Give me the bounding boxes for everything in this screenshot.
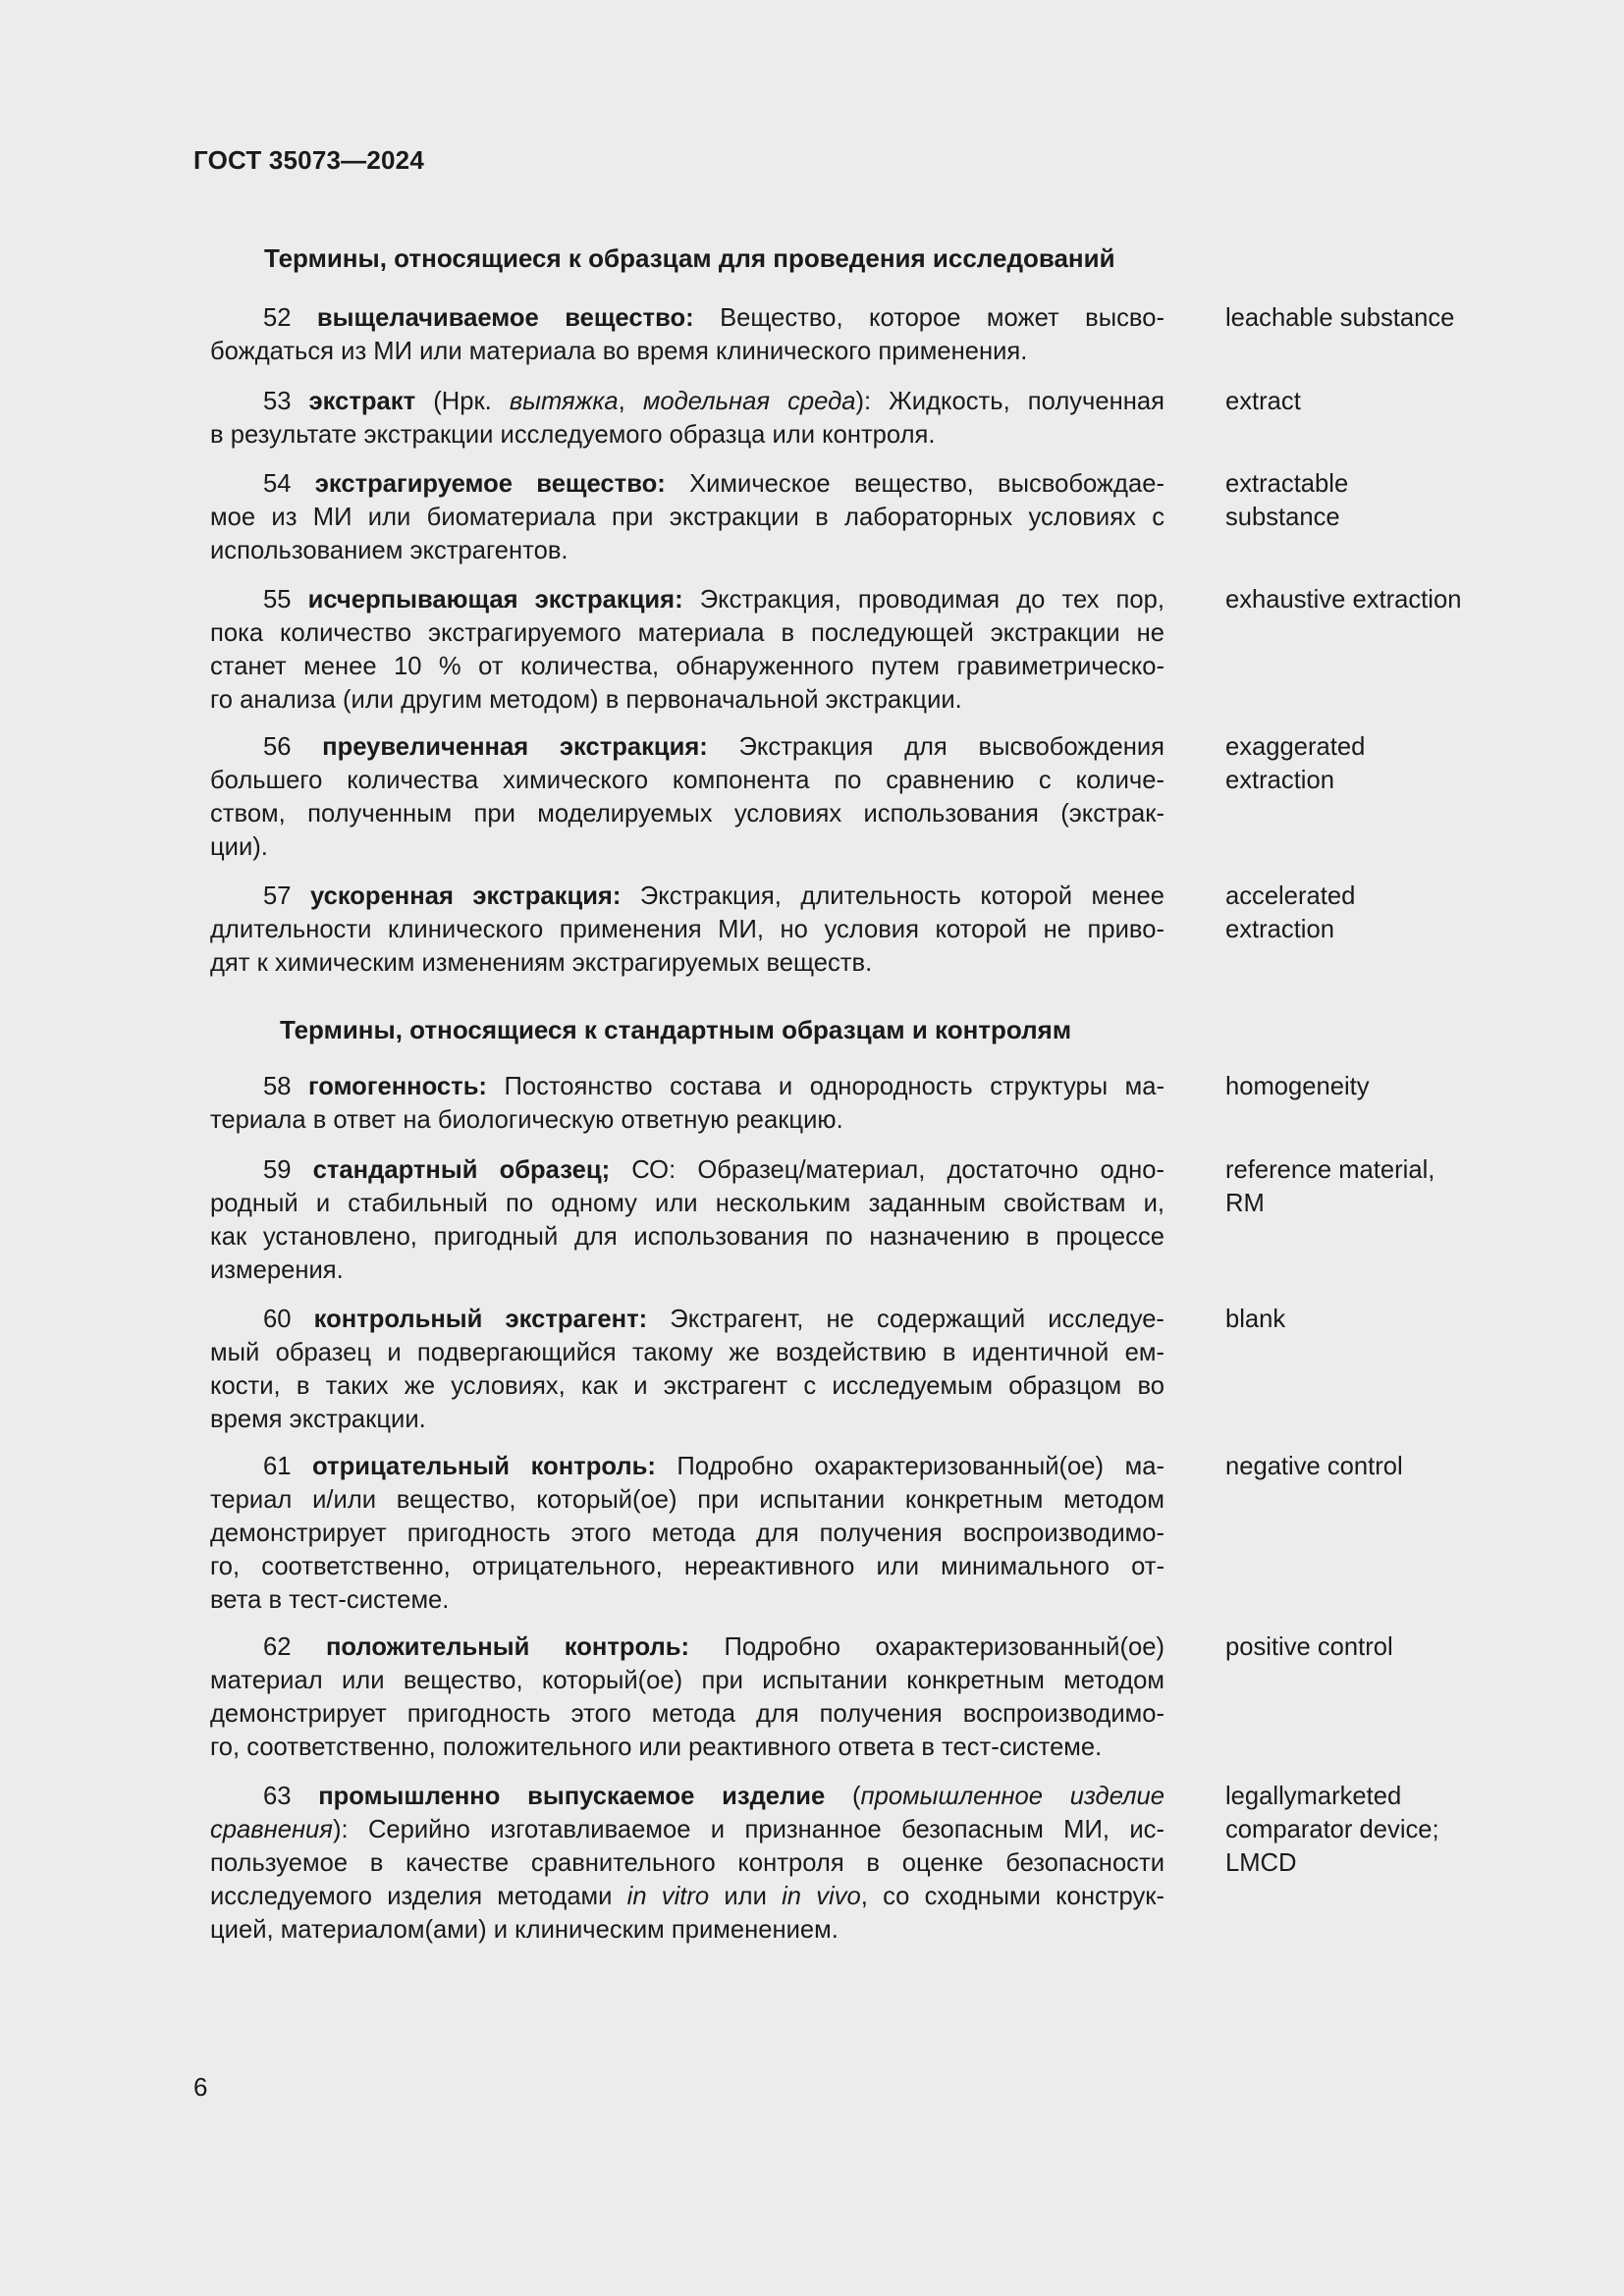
term-definition-line: кости, в таких же условиях, как и экстрагент с исследуемым образцом во [210, 1372, 1164, 1400]
term-definition-line: сравнения): Серийно изготавливаемое и признанное безопасным МИ, ис- [210, 1816, 1164, 1843]
term-definition-line: 53 экстракт (Нрк. вытяжка, модельная среда): Жидкость, полученная [263, 388, 1164, 415]
term-english-line: extractable [1225, 470, 1349, 498]
term-english-line: legallymarketed [1225, 1783, 1402, 1810]
term-definition-line: демонстрирует пригодность этого метода для получения воспроизводимо- [210, 1700, 1164, 1728]
term-definition [210, 1450, 1164, 1617]
term-english-equivalent [1225, 467, 1520, 534]
term-definition-line: 63 промышленно выпускаемое изделие (промышленное изделие [263, 1783, 1164, 1810]
term-definition-line: вета в тест-системе. [210, 1586, 450, 1614]
term-english-line: extraction [1225, 916, 1334, 943]
term-definition-line: 57 ускоренная экстракция: Экстракция, длительность которой менее [263, 882, 1164, 910]
term-definition-line: 61 отрицательный контроль: Подробно охарактеризованный(ое) ма- [263, 1453, 1164, 1480]
term-definition [210, 1780, 1164, 1947]
term-definition-line: бождаться из МИ или материала во время клинического применения. [210, 338, 1028, 365]
term-definition-line: материал или вещество, который(ое) при испытании конкретным методом [210, 1667, 1164, 1694]
term-english-line: extraction [1225, 767, 1334, 794]
term-english-line: exhaustive extraction [1225, 586, 1462, 614]
term-english-equivalent [1225, 730, 1520, 797]
term-definition-line: дят к химическим изменениям экстрагируемых веществ. [210, 949, 873, 977]
term-english-line: negative control [1225, 1453, 1403, 1480]
term-definition-line: использованием экстрагентов. [210, 537, 568, 564]
term-definition [210, 467, 1164, 567]
term-english-equivalent [1225, 1450, 1520, 1483]
term-definition-line: в результате экстракции исследуемого образца или контроля. [210, 421, 936, 449]
term-definition [210, 1070, 1164, 1137]
term-definition-line: цией, материалом(ами) и клиническим применением. [210, 1916, 839, 1944]
term-definition-line: 58 гомогенность: Постоянство состава и однородность структуры ма- [263, 1073, 1164, 1100]
page-number: 6 [193, 2072, 208, 2102]
term-definition-line: 54 экстрагируемое вещество: Химическое вещество, высвобождае- [263, 470, 1164, 498]
term-definition-line: го анализа (или другим методом) в первоначальной экстракции. [210, 686, 962, 714]
term-definition-line: как установлено, пригодный для использования по назначению в процессе [210, 1223, 1164, 1251]
term-definition-line: териал и/или вещество, который(ое) при испытании конкретным методом [210, 1486, 1164, 1514]
term-definition-line: пользуемое в качестве сравнительного контроля в оценке безопасности [210, 1849, 1164, 1877]
term-definition-line: 55 исчерпывающая экстракция: Экстракция, проводимая до тех пор, [263, 586, 1164, 614]
term-english-equivalent [1225, 301, 1520, 335]
term-definition-line: пока количество экстрагируемого материала в последующей экстракции не [210, 619, 1164, 647]
term-definition-line: 62 положительный контроль: Подробно охарактеризованный(ое) [263, 1633, 1164, 1661]
section-heading: Термины, относящиеся к стандартным образцам и контролям [280, 1015, 1072, 1044]
term-definition-line: измерения. [210, 1256, 344, 1284]
document-code: ГОСТ 35073—2024 [193, 145, 424, 175]
term-english-equivalent [1225, 1630, 1520, 1664]
term-definition-line: длительности клинического применения МИ, но условия которой не приво- [210, 916, 1164, 943]
term-definition-line: большего количества химического компонента по сравнению с количе- [210, 767, 1164, 794]
term-english-line: substance [1225, 504, 1340, 531]
term-english-line: comparator device; [1225, 1816, 1439, 1843]
term-definition-line: демонстрирует пригодность этого метода для получения воспроизводимо- [210, 1520, 1164, 1547]
term-definition [210, 583, 1164, 717]
term-english-equivalent [1225, 1303, 1520, 1336]
term-english-line: homogeneity [1225, 1073, 1370, 1100]
term-definition-line: го, соответственно, отрицательного, нереактивного или минимального от- [210, 1553, 1164, 1580]
term-definition-line: мый образец и подвергающийся такому же воздействию в идентичной ем- [210, 1339, 1164, 1366]
term-english-line: extract [1225, 388, 1301, 415]
term-definition-line: 52 выщелачиваемое вещество: Вещество, которое может высво- [263, 304, 1164, 332]
term-english-equivalent [1225, 385, 1520, 418]
term-definition [210, 880, 1164, 980]
term-english-line: RM [1225, 1190, 1265, 1217]
section-heading: Термины, относящиеся к образцам для проведения исследований [264, 243, 1115, 273]
term-definition [210, 730, 1164, 864]
term-english-line: LMCD [1225, 1849, 1297, 1877]
term-definition-line: исследуемого изделия методами in vitro или in vivo, со сходными конструк- [210, 1883, 1164, 1910]
term-definition-line: мое из МИ или биоматериала при экстракции в лабораторных условиях с [210, 504, 1164, 531]
term-english-equivalent [1225, 880, 1520, 946]
term-definition-line: ством, полученным при моделируемых условиях использования (экстрак- [210, 800, 1164, 828]
term-definition-line: время экстракции. [210, 1406, 426, 1433]
term-definition-line: станет менее 10 % от количества, обнаруженного путем гравиметрическо- [210, 653, 1164, 680]
term-definition-line: териала в ответ на биологическую ответную реакцию. [210, 1106, 843, 1134]
term-definition [210, 1153, 1164, 1287]
term-definition-line: 56 преувеличенная экстракция: Экстракция для высвобождения [263, 733, 1164, 761]
term-english-line: accelerated [1225, 882, 1356, 910]
term-definition [210, 1630, 1164, 1764]
term-definition-line: 60 контрольный экстрагент: Экстрагент, не содержащий исследуе- [263, 1306, 1164, 1333]
term-english-equivalent [1225, 1153, 1520, 1220]
term-english-line: exaggerated [1225, 733, 1366, 761]
term-definition-line: родный и стабильный по одному или нескольким заданным свойствам и, [210, 1190, 1164, 1217]
term-english-line: positive control [1225, 1633, 1393, 1661]
term-english-line: blank [1225, 1306, 1286, 1333]
term-english-equivalent [1225, 1070, 1520, 1103]
term-definition-line: го, соответственно, положительного или реактивного ответа в тест-системе. [210, 1734, 1103, 1761]
term-definition [210, 385, 1164, 452]
term-definition-line: ции). [210, 833, 268, 861]
term-definition-line: 59 стандартный образец; СО: Образец/материал, достаточно одно- [263, 1156, 1164, 1184]
term-english-equivalent [1225, 583, 1520, 616]
term-english-line: reference material, [1225, 1156, 1435, 1184]
term-english-equivalent [1225, 1780, 1520, 1880]
term-definition [210, 301, 1164, 368]
term-english-line: leachable substance [1225, 304, 1455, 332]
term-definition [210, 1303, 1164, 1436]
